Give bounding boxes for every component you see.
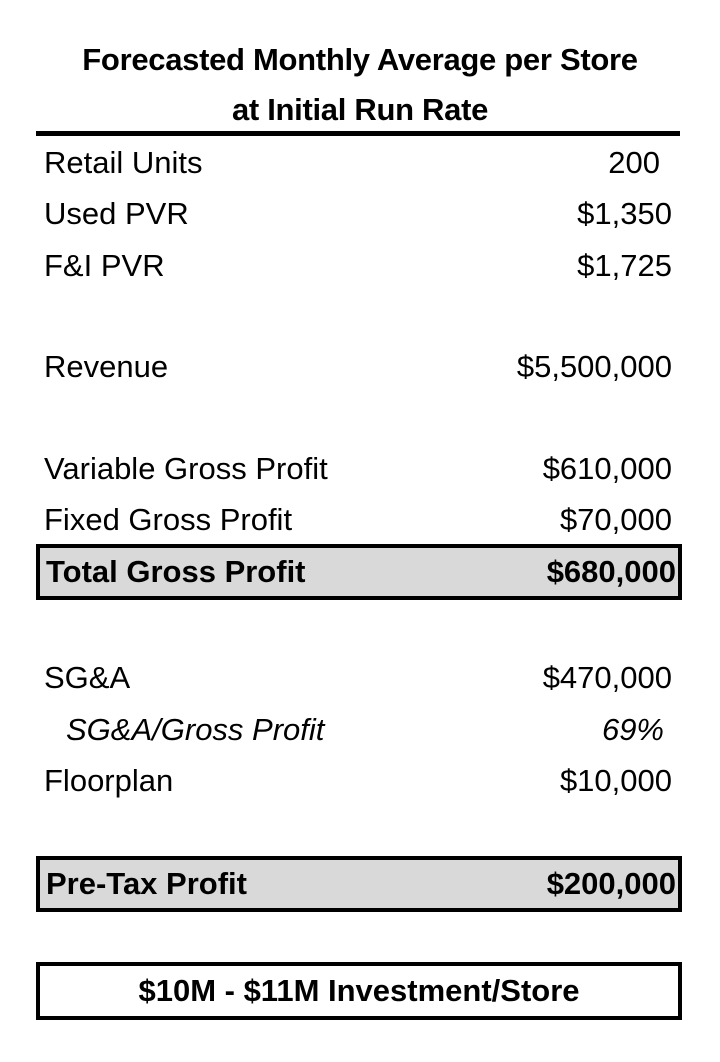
table-title-line-2: at Initial Run Rate [231,92,489,127]
variable-gross-profit-label: Variable Gross Profit [44,451,328,486]
row-retail-units [44,140,672,186]
retail-units-value: 200 [608,145,660,180]
row-used-pvr [44,191,672,237]
pre-tax-profit-value: $200,000 [546,866,676,901]
pre-tax-profit-row [36,856,682,912]
fixed-gross-profit-label: Fixed Gross Profit [44,502,293,537]
row-floorplan [44,758,672,804]
fixed-gross-profit-value: $70,000 [559,502,672,537]
sga-label: SG&A [44,660,131,695]
row-sga [44,655,672,701]
sga-ratio-label: SG&A/Gross Profit [66,712,325,747]
retail-units-label: Retail Units [44,145,203,180]
investment-per-store-box: $10M - $11M Investment/Store [36,962,682,1020]
revenue-label: Revenue [44,349,169,384]
floorplan-value: $10,000 [559,763,672,798]
revenue-value: $5,500,000 [516,349,672,384]
title-divider [36,131,680,136]
row-variable-gross-profit [44,446,672,492]
row-fixed-gross-profit [44,497,672,543]
pre-tax-profit-label: Pre-Tax Profit [46,866,247,901]
total-gross-profit-label: Total Gross Profit [46,554,306,589]
sga-value: $470,000 [542,660,672,695]
total-gross-profit-value: $680,000 [546,554,676,589]
fi-pvr-label: F&I PVR [44,248,165,283]
fi-pvr-value: $1,725 [577,248,672,283]
row-sga-ratio [44,707,672,753]
floorplan-label: Floorplan [44,763,174,798]
sga-ratio-value: 69% [601,712,664,747]
total-gross-profit-row [36,544,682,600]
table-title-line-1: Forecasted Monthly Average per Store [82,42,638,77]
used-pvr-value: $1,350 [577,196,672,231]
row-revenue [44,344,672,390]
row-fi-pvr [44,243,672,289]
variable-gross-profit-value: $610,000 [542,451,672,486]
used-pvr-label: Used PVR [44,196,189,231]
